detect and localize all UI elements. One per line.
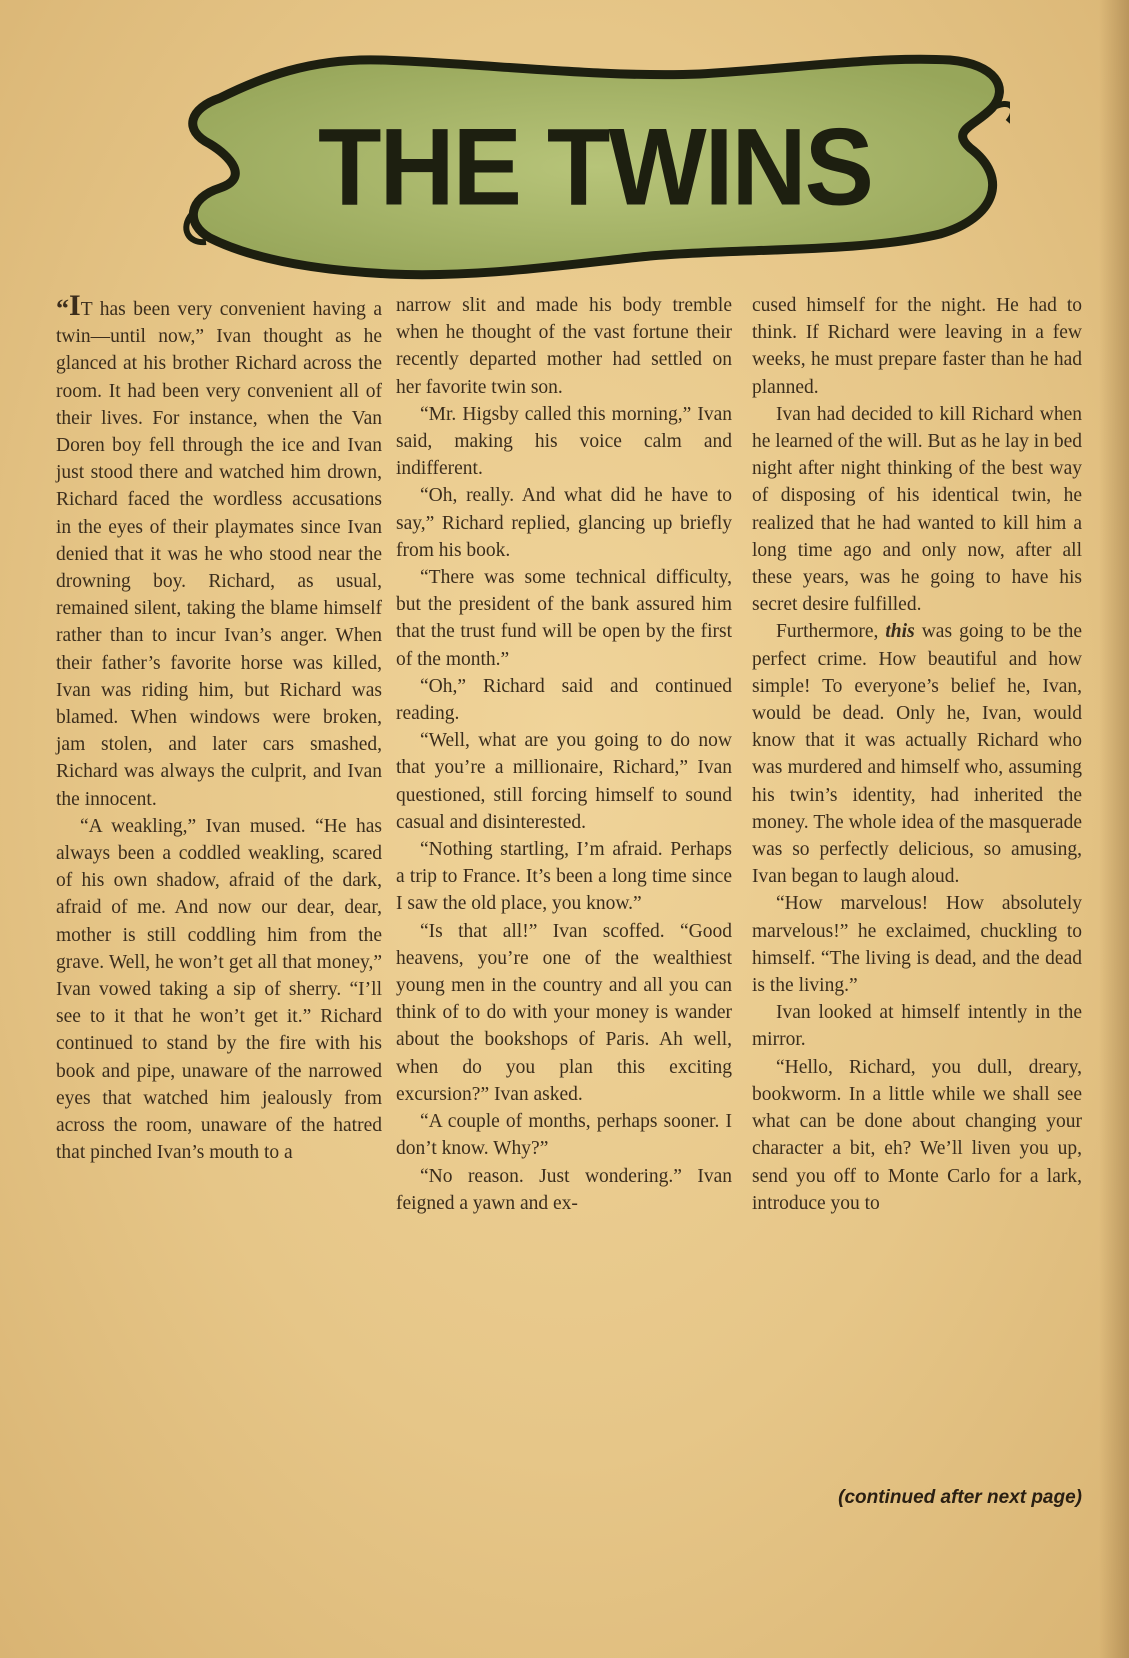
- paragraph: “No reason. Just wondering.” Ivan feigned a yawn and ex-: [396, 1165, 732, 1214]
- paragraph: Ivan looked at himself intently in the mirror.: [752, 1002, 1082, 1051]
- paragraph: “Hello, Richard, you dull, dreary, bookworm. In a little while we shall see what can be done about changing your character a bit, eh? We’ll liven you up, send you off to Monte Carlo for a lark, introduce you to: [752, 1056, 1082, 1214]
- continued-note: (continued after next page): [838, 1487, 1082, 1508]
- title-banner: [180, 38, 1010, 294]
- paragraph-text: was going to be the perfect crime. How beautiful and how simple! To everyone’s belief he, Ivan, would be dead. Only he, Ivan, would know that it was actually Richard who was murdered and himself who, assuming his twin’s identity, had inherited the money. The whole idea of the masquerade was so perfectly delicious, so amusing, Ivan began to laugh aloud.: [752, 621, 1082, 888]
- text-column-3: [752, 292, 1082, 1217]
- paragraph: [56, 289, 382, 813]
- paragraph: “There was some technical difficulty, but the president of the bank assured him that the trust fund will be open by the first of the month.”: [396, 567, 732, 670]
- story-title: THE TWINS: [318, 107, 872, 229]
- opening-quote: “: [56, 294, 69, 323]
- paragraph: “Nothing startling, I’m afraid. Perhaps a trip to France. It’s been a long time since I saw the old place, you know.”: [396, 839, 732, 915]
- paragraph: “Well, what are you going to do now that you’re a millionaire, Richard,” Ivan questioned, still forcing himself to sound casual and disinterested.: [396, 730, 732, 833]
- paragraph-text: T has been very convenient having a twin—until now,” Ivan thought as he glanced at his brother Richard across the room. It had been very convenient all of their lives. For instance, when the Van Doren boy fell through the ice and Ivan just stood there and watched him drown, Richard faced the wordless accusations in the eyes of their playmates since Ivan denied that it was he who stood near the drowning boy. Richard, as usual, remained silent, taking the blame himself rather than to incur Ivan’s anger. When their father’s favorite horse was killed, Ivan was riding him, but Richard was blamed. When windows were broken, jam stolen, and later cars smashed, Richard was always the culprit, and Ivan the innocent.: [56, 299, 382, 810]
- paragraph: “Oh,” Richard said and continued reading.: [396, 675, 732, 725]
- paragraph: cused himself for the night. He had to think. If Richard were leaving in a few weeks, he must prepare faster than he had planned.: [752, 295, 1082, 398]
- paragraph: “A weakling,” Ivan mused. “He has always been a coddled weakling, scared of his own shadow, afraid of the dark, afraid of me. And now our dear, dear, mother is still coddling him from the grave. Well, he won’t get all that money,” Ivan vowed taking a sip of sherry. “I’ll see to it that he won’t get it.” Richard continued to stand by the fire with his book and pipe, unaware of the narrowed eyes that watched him jealously from across the room, unaware of the hatred that pinched Ivan’s mouth to a: [56, 815, 382, 1164]
- paragraph: [752, 618, 1082, 890]
- emphasis-word: this: [885, 621, 915, 643]
- drop-cap: I: [69, 289, 81, 322]
- paragraph: “Oh, really. And what did he have to say,” Richard replied, glancing up briefly from his book.: [396, 485, 732, 561]
- paragraph: “How marvelous! How absolutely marvelous!” he exclaimed, chuckling to himself. “The living is dead, and the dead is the living.”: [752, 893, 1082, 997]
- paragraph: “Mr. Higsby called this morning,” Ivan said, making his voice calm and indifferent.: [396, 403, 732, 480]
- text-column-2: [396, 292, 732, 1217]
- paragraph-lead: Furthermore,: [776, 621, 886, 643]
- paragraph: “A couple of months, perhaps sooner. I don’t know. Why?”: [396, 1111, 732, 1160]
- paragraph: Ivan had decided to kill Richard when he learned of the will. But as he lay in bed night after night thinking of the best way of disposing of his identical twin, he realized that he had wanted to kill him a long time ago and only now, after all these years, was he going to have his secret desire fulfilled.: [752, 403, 1082, 616]
- paragraph: “Is that all!” Ivan scoffed. “Good heavens, you’re one of the wealthiest young men in the country and all you can think of to do with your money is wander about the bookshops of Paris. Ah well, when do you plan this exciting excursion?” Ivan asked.: [396, 920, 732, 1105]
- paragraph: narrow slit and made his body tremble when he thought of the vast fortune their recently departed mother had settled on her favorite twin son.: [396, 295, 732, 398]
- text-column-1: [56, 289, 382, 1167]
